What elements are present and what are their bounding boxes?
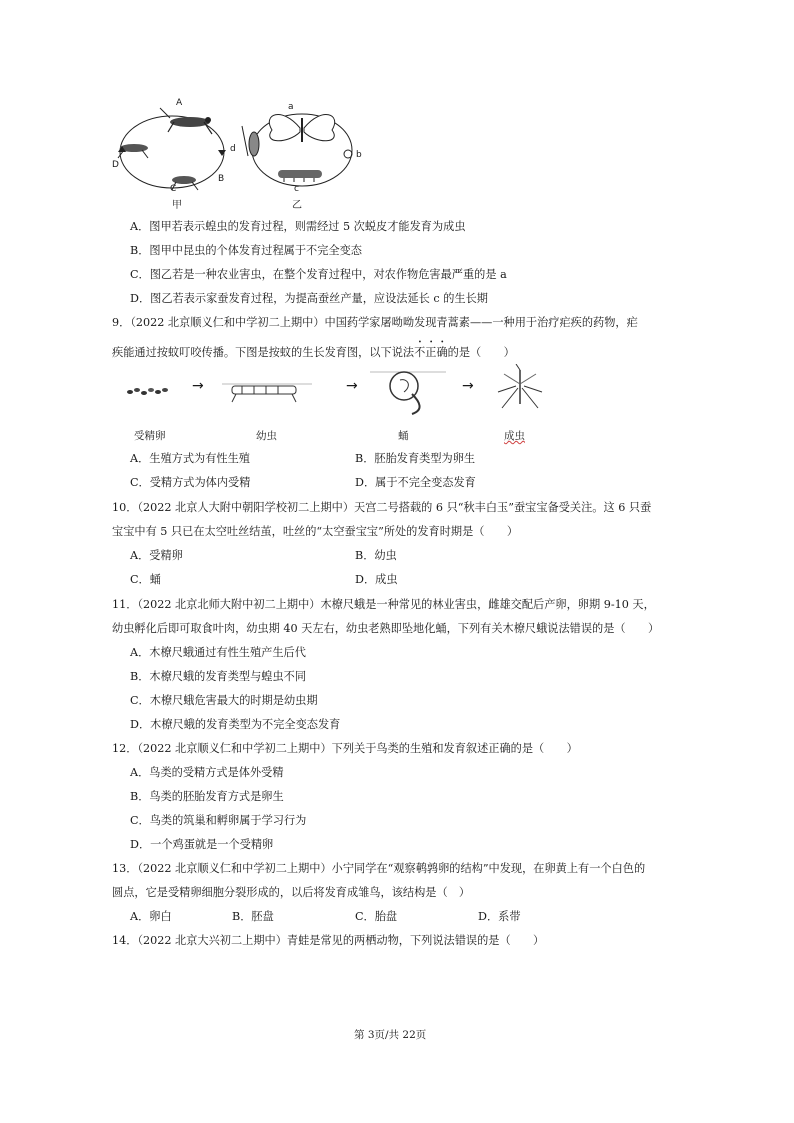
q9-option-d: D．属于不完全变态发育 xyxy=(355,476,476,489)
q9-option-c: C．受精方式为体内受精 xyxy=(130,476,251,489)
grasshopper-adult-icon xyxy=(160,108,212,134)
stage-label-adult: 成虫 xyxy=(504,430,525,442)
q13-option-c: C．胎盘 xyxy=(355,910,398,923)
mosquito-adult-icon xyxy=(498,364,542,408)
q12-option-d: D．一个鸡蛋就是一个受精卵 xyxy=(130,838,274,851)
q13-option-a: A．卵白 xyxy=(130,910,172,923)
q10-option-a: A．受精卵 xyxy=(130,549,183,562)
eggs-icon xyxy=(127,388,168,395)
figure-insect-cycles xyxy=(112,100,372,212)
label-c: c xyxy=(294,184,299,194)
mosquito-pupa-icon xyxy=(370,372,446,414)
stage-label-pupa: 蛹 xyxy=(398,430,409,442)
q9-stem-line2 xyxy=(112,339,515,361)
q11-option-c: C．木橑尺蛾危害最大的时期是幼虫期 xyxy=(130,694,318,707)
q8-option-d: D．图乙若表示家蚕发育过程，为提高蚕丝产量，应设法延长 c 的生长期 xyxy=(130,292,488,305)
q11-stem-line1: 11．（2022 北京北师大附中初二上期中）木橑尺蛾是一种常见的林业害虫，雌雄交配后产卵，卵期 9-10 天， xyxy=(112,598,655,611)
q12-option-a: A．鸟类的受精方式是体外受精 xyxy=(130,766,284,779)
q13-option-d: D．系带 xyxy=(478,910,521,923)
label-yi: 乙 xyxy=(292,200,302,211)
q12-option-c: C．鸟类的筑巢和孵卵属于学习行为 xyxy=(130,814,307,827)
arrow-icon: → xyxy=(462,378,474,394)
label-d: d xyxy=(230,144,236,154)
q13-stem-line2: 圆点，它是受精卵细胞分裂形成的，以后将发育成雏鸟，该结构是（ ） xyxy=(112,886,471,899)
arrow-icon: → xyxy=(192,378,204,394)
label-A: A xyxy=(176,98,183,108)
q9-stem-line2-post: 的是（ ） xyxy=(447,346,515,359)
q11-option-d: D．木橑尺蛾的发育类型为不完全变态发育 xyxy=(130,718,341,731)
label-C: C xyxy=(170,184,177,194)
q13-option-b: B．胚盘 xyxy=(232,910,274,923)
arrow-icon: → xyxy=(346,378,358,394)
q12-option-b: B．鸟类的胚胎发育方式是卵生 xyxy=(130,790,284,803)
q11-option-b: B．木橑尺蛾的发育类型与蝗虫不同 xyxy=(130,670,307,683)
pupa-icon xyxy=(242,126,259,156)
page-footer: 第 3页/共 22页 xyxy=(354,1029,427,1041)
q8-option-a: A．图甲若表示蝗虫的发育过程，则需经过 5 次蜕皮才能发育为成虫 xyxy=(130,220,466,233)
q14-stem-line1: 14．（2022 北京大兴初二上期中）青蛙是常见的两栖动物，下列说法错误的是（ ） xyxy=(112,934,545,947)
q13-stem-line1: 13．（2022 北京顺义仁和中学初二上期中）小宁同学在“观察鹌鹑卵的结构”中发现，在卵黄上有一个白色的 xyxy=(112,862,646,875)
q9-option-b: B．胚胎发育类型为卵生 xyxy=(355,452,476,465)
q10-stem-line1: 10．（2022 北京人大附中朝阳学校初二上期中）天宫二号搭载的 6 只“秋丰白玉”蚕宝宝备受关注。这 6 只蚕 xyxy=(112,501,652,514)
butterfly-adult-icon xyxy=(269,115,334,142)
q10-option-d: D．成虫 xyxy=(355,573,398,586)
larva-icon xyxy=(222,384,312,402)
q10-option-c: C．蛹 xyxy=(130,573,161,586)
insect-cycles-illustration xyxy=(112,100,372,212)
q9-option-a: A．生殖方式为有性生殖 xyxy=(130,452,250,465)
label-a: a xyxy=(288,102,294,112)
label-jia: 甲 xyxy=(172,200,182,211)
q12-stem-line1: 12．（2022 北京顺义仁和中学初二上期中）下列关于鸟类的生殖和发育叙述正确的是（ ） xyxy=(112,742,578,755)
q9-stem-line2-pre: 疾能通过按蚊叮咬传播。下图是按蚊的生长发育图，以下说法 xyxy=(112,346,415,359)
stage-label-egg: 受精卵 xyxy=(134,430,166,442)
stage-label-larva: 幼虫 xyxy=(256,430,277,442)
q11-option-a: A．木橑尺蛾通过有性生殖产生后代 xyxy=(130,646,306,659)
q9-emphasis-not-correct: 不正确 xyxy=(414,346,448,359)
label-B: B xyxy=(218,174,225,184)
q8-option-c: C．图乙若是一种农业害虫，在整个发育过程中，对农作物危害最严重的是 a xyxy=(130,268,507,281)
q10-option-b: B．幼虫 xyxy=(355,549,397,562)
q10-stem-line2: 宝宝中有 5 只已在太空吐丝结茧，吐丝的“太空蚕宝宝”所处的发育时期是（ ） xyxy=(112,525,519,538)
label-D: D xyxy=(112,160,119,170)
figure-mosquito-cycle xyxy=(112,364,552,446)
q11-stem-line2: 幼虫孵化后即可取食叶肉，幼虫期 40 天左右，幼虫老熟即坠地化蛹，下列有关木橑尺蛾说法错误的是（ ） xyxy=(112,622,660,635)
caterpillar-icon xyxy=(278,170,322,182)
mosquito-cycle-illustration xyxy=(112,364,552,424)
q9-stem-line1: 9．（2022 北京顺义仁和中学初二上期中）中国药学家屠呦呦发现青蒿素——一种用于治疗疟疾的药物，疟 xyxy=(112,316,638,329)
q8-option-b: B．图甲中昆虫的个体发育过程属于不完全变态 xyxy=(130,244,362,257)
label-b: b xyxy=(356,150,362,160)
egg-icon xyxy=(344,150,352,158)
